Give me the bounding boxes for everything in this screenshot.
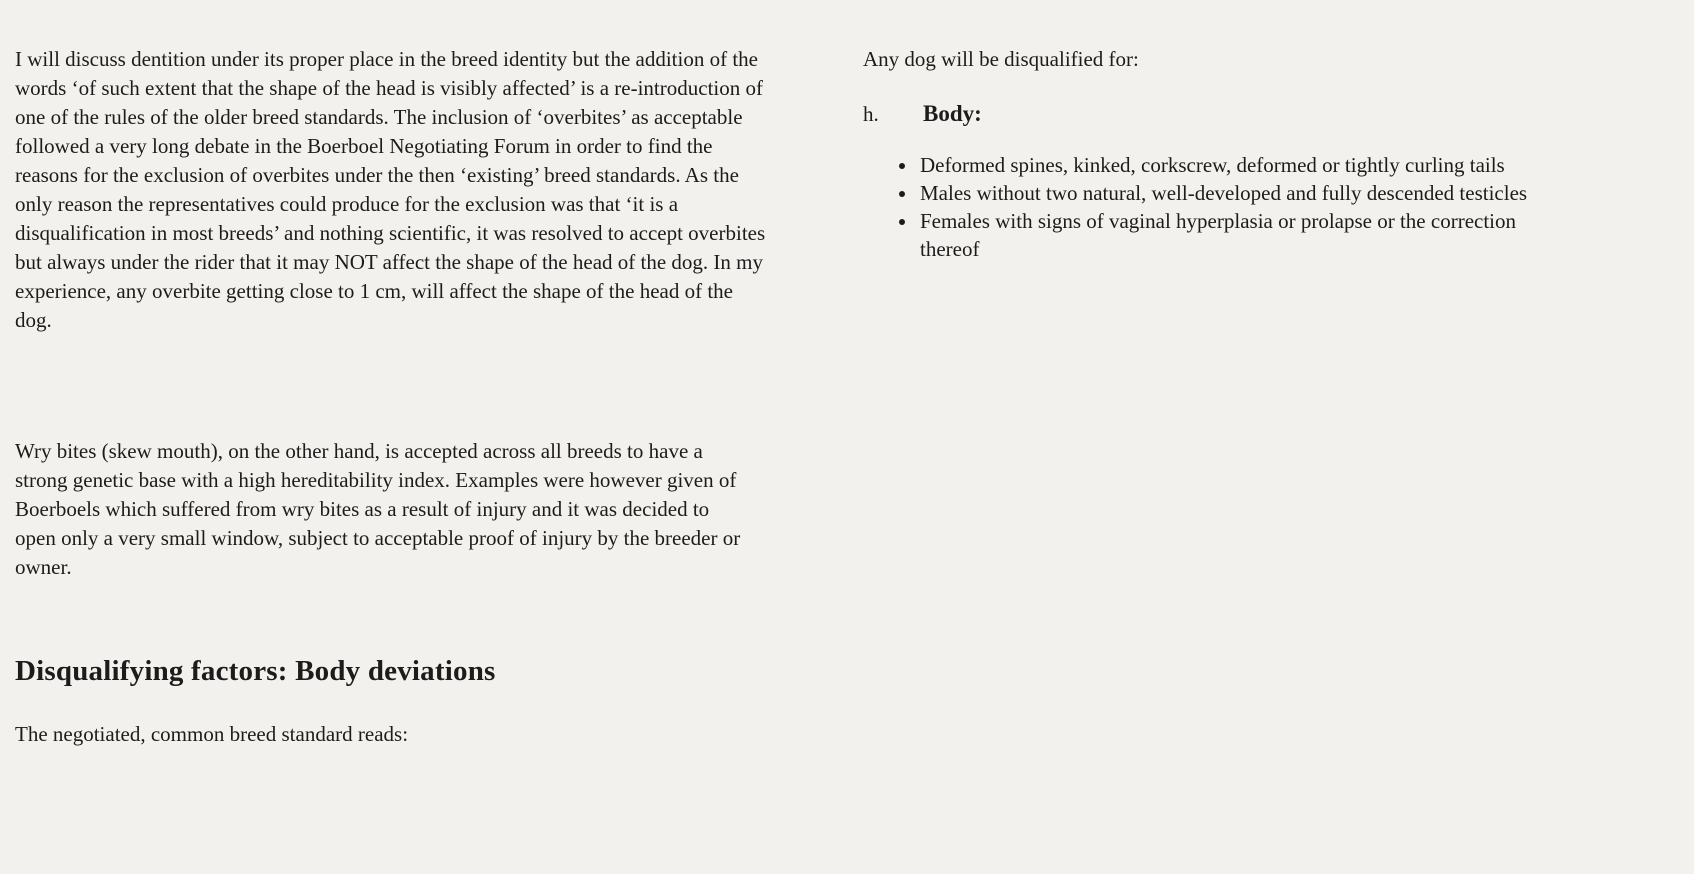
disqualification-bullet-list	[863, 151, 1575, 263]
section-heading-disqualifying-factors: Disqualifying factors: Body deviations	[15, 655, 496, 687]
paragraph-dentition: I will discuss dentition under its proper place in the breed identity but the addition of the words ‘of such extent that the shape of the head is visibly affected’ is a re-introduction of one of the rules of the older breed standards. The inclusion of ‘overbites’ as acceptable followed a very long debate in the Boerboel Negotiating Forum in order to find the reasons for the exclusion of overbites under the then ‘existing’ breed standards. As the only reason the representatives could produce for the exclusion was that ‘it is a disqualification in most breeds’ and nothing scientific, it was resolved to accept overbites but always under the rider that it may NOT affect the shape of the head of the dog. In my experience, any overbite getting close to 1 cm, will affect the shape of the head of the dog.	[15, 47, 766, 332]
paragraph-wry-bites: Wry bites (skew mouth), on the other hand, is accepted across all breeds to have a strong genetic base with a high hereditability index. Examples were however given of Boerboels which suffered from wry bites as a result of injury and it was decided to open only a very small window, subject to acceptable proof of injury by the breeder or owner.	[15, 439, 741, 579]
list-item-marker: h.	[863, 102, 879, 126]
paragraph-breed-standard-intro: The negotiated, common breed standard reads:	[15, 722, 409, 746]
list-item-label-body: Body:	[923, 101, 982, 126]
bullet-females-hyperplasia: • Females with signs of vaginal hyperplasia or prolapse or the correction thereof	[918, 207, 1575, 263]
bullet-males-testicles: • Males without two natural, well-developed and fully descended testicles	[918, 179, 1575, 207]
bullet-deformed-spines: • Deformed spines, kinked, corkscrew, deformed or tightly curling tails	[918, 151, 1575, 179]
disqualified-intro-line: Any dog will be disqualified for:	[863, 47, 1139, 71]
list-item-h-body	[863, 99, 982, 129]
